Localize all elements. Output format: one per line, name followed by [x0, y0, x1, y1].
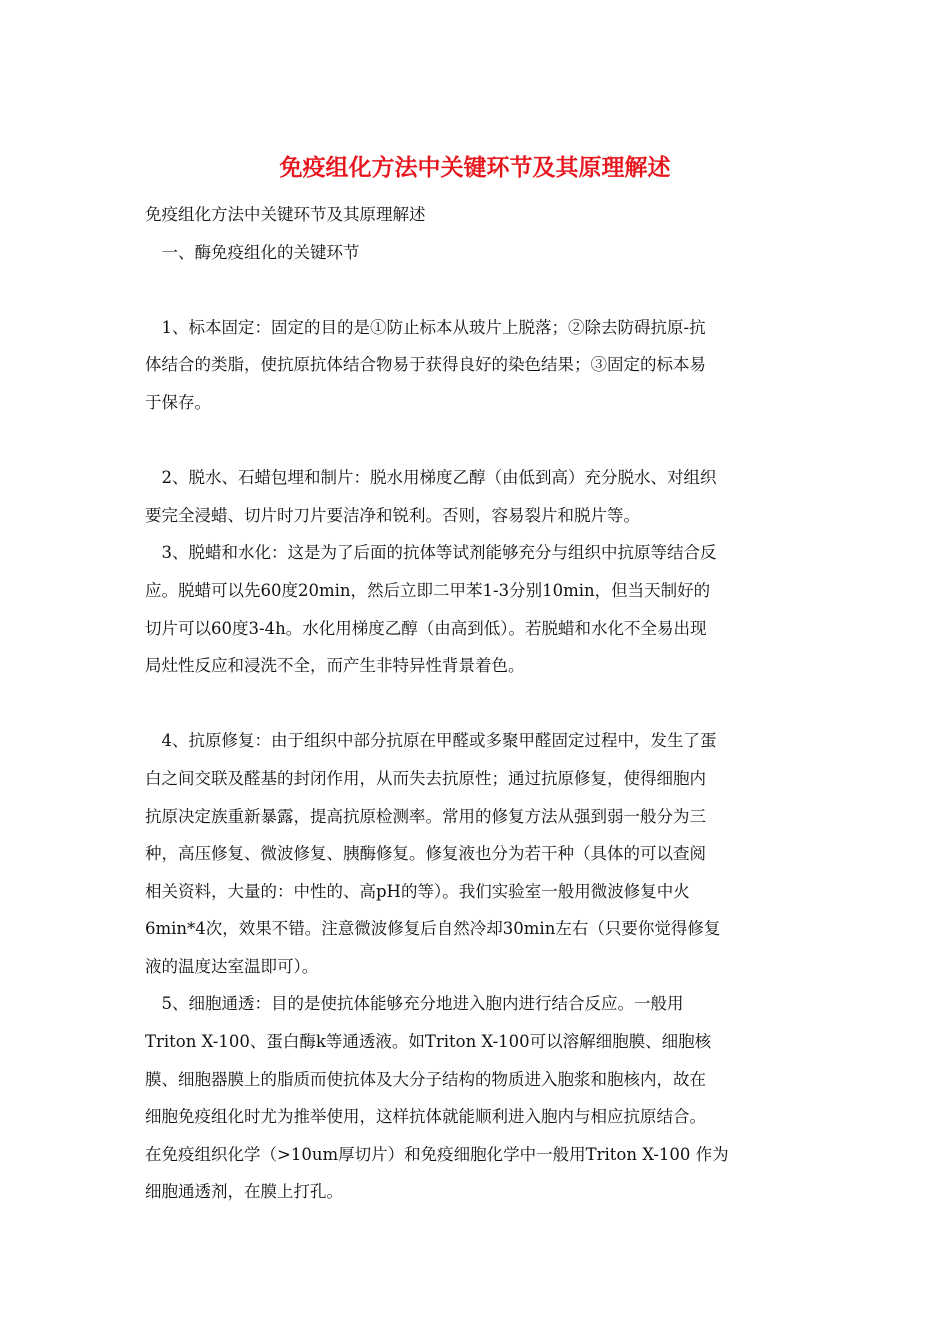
text-line: 一、酶免疫组化的关键环节: [145, 242, 360, 262]
text-line: 2、脱水、石蜡包埋和制片：脱水用梯度乙醇（由低到高）充分脱水、对组织: [145, 468, 717, 488]
text-line: 体结合的类脂，使抗原抗体结合物易于获得良好的染色结果；③固定的标本易: [145, 355, 706, 375]
text-line: 于保存。: [145, 392, 211, 412]
text-line: 局灶性反应和浸洗不全，而产生非特异性背景着色。: [145, 656, 525, 676]
text-line: 白之间交联及醛基的封闭作用，从而失去抗原性；通过抗原修复，使得细胞内: [145, 768, 706, 788]
text-line: 相关资料，大量的：中性的、高pH的等）。我们实验室一般用微波修复中火: [145, 881, 690, 901]
text-line: 1、标本固定：固定的目的是①防止标本从玻片上脱落；②除去防碍抗原-抗: [145, 317, 706, 337]
text-line: 在免疫组织化学（>10um厚切片）和免疫细胞化学中一般用Triton X-100 作为: [145, 1144, 729, 1164]
text-line: 切片可以60度3-4h。水化用梯度乙醇（由高到低）。若脱蜡和水化不全易出现: [145, 618, 707, 638]
text-line: 细胞免疫组化时尤为推举使用，这样抗体就能顺利进入胞内与相应抗原结合。: [145, 1107, 706, 1127]
text-line: Triton X-100、蛋白酶k等通透液。如Triton X-100可以溶解细胞膜、细胞核: [145, 1032, 712, 1052]
text-line: 免疫组化方法中关键环节及其原理解述: [145, 205, 426, 224]
text-line: 应。脱蜡可以先60度20min，然后立即二甲苯1-3分别10min，但当天制好的: [145, 580, 711, 600]
text-line: 要完全浸蜡、切片时刀片要洁净和锐利。否则，容易裂片和脱片等。: [145, 505, 640, 525]
document-body: [145, 196, 810, 1211]
text-line: 4、抗原修复：由于组织中部分抗原在甲醛或多聚甲醛固定过程中，发生了蛋: [145, 731, 717, 751]
text-line: 3、脱蜡和水化：这是为了后面的抗体等试剂能够充分与组织中抗原等结合反: [145, 543, 717, 563]
text-line: 6min*4次，效果不错。注意微波修复后自然冷却30min左右（只要你觉得修复: [145, 919, 721, 939]
blank-line: [145, 685, 810, 723]
text-line: 细胞通透剂，在膜上打孔。: [145, 1182, 343, 1202]
text-line: 抗原决定族重新暴露，提高抗原检测率。常用的修复方法从强到弱一般分为三: [145, 806, 706, 826]
text-line: 液的温度达室温即可）。: [145, 956, 319, 976]
blank-line: [145, 422, 810, 460]
text-line: 膜、细胞器膜上的脂质而使抗体及大分子结构的物质进入胞浆和胞核内，故在: [145, 1069, 706, 1089]
text-line: 种，高压修复、微波修复、胰酶修复。修复液也分为若干种（具体的可以查阅: [145, 844, 706, 864]
document-title: 免疫组化方法中关键环节及其原理解述: [279, 154, 671, 181]
blank-line: [145, 271, 810, 309]
text-line: 5、细胞通透：目的是使抗体能够充分地进入胞内进行结合反应。一般用: [145, 994, 684, 1014]
